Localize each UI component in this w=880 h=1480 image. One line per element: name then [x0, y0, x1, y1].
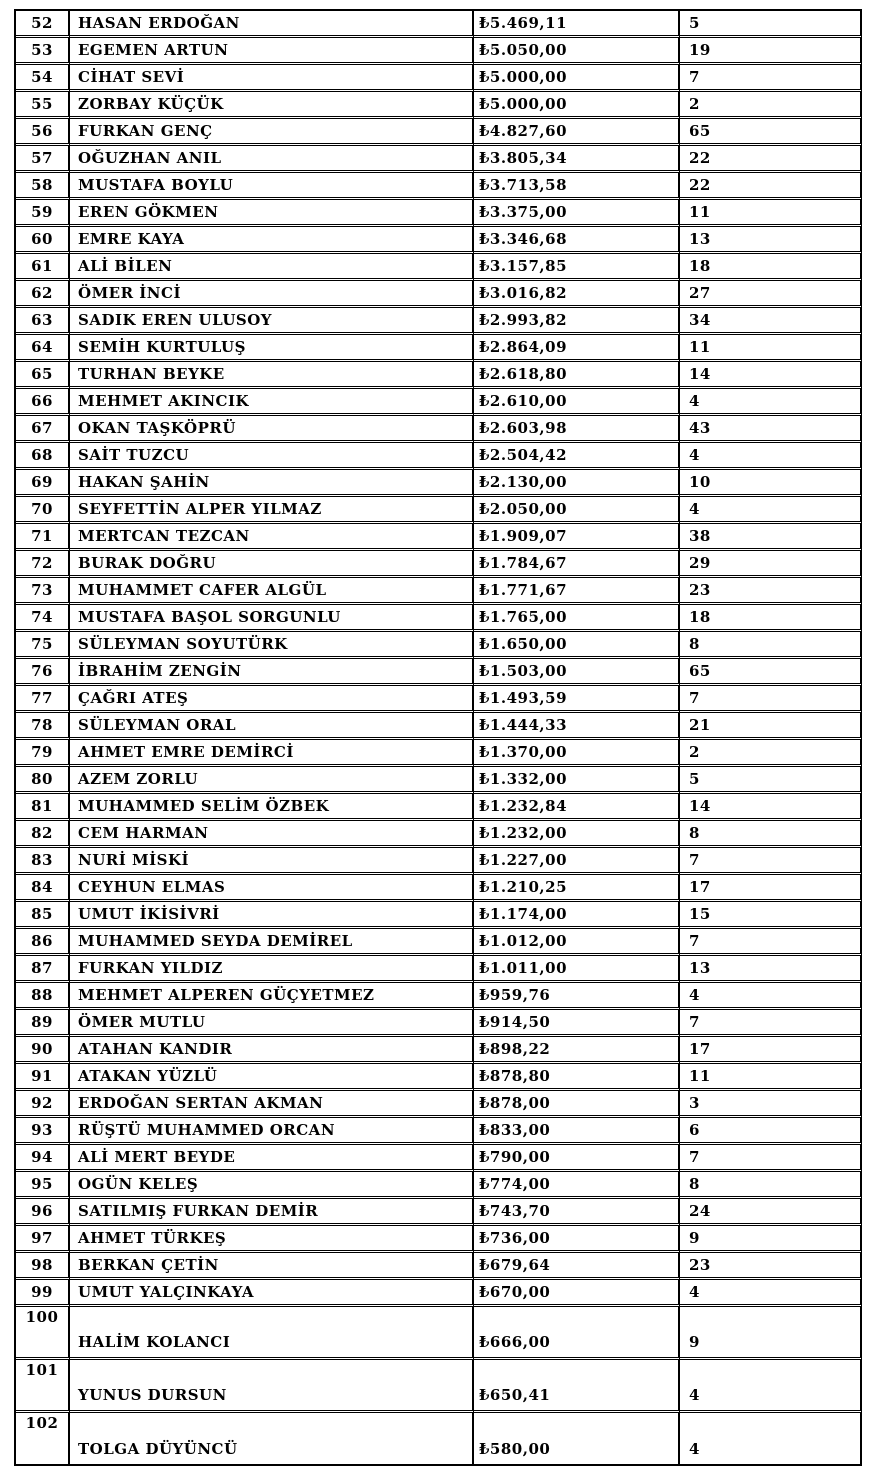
- name-cell: AZEM ZORLU: [70, 767, 474, 794]
- count-cell: 29: [680, 551, 862, 578]
- count-cell: 2: [680, 740, 862, 767]
- row-number-cell: 98: [16, 1253, 70, 1280]
- amount-cell: ₺1.232,00: [474, 821, 680, 848]
- count-cell: 18: [680, 254, 862, 281]
- table-row: [16, 65, 862, 92]
- count-cell: 27: [680, 281, 862, 308]
- table-row: [16, 1226, 862, 1253]
- name-cell: ÖMER MUTLU: [70, 1010, 474, 1037]
- amount-cell: ₺5.469,11: [474, 11, 680, 38]
- amount-cell: ₺878,80: [474, 1064, 680, 1091]
- count-cell: 10: [680, 470, 862, 497]
- name-cell: MUSTAFA BOYLU: [70, 173, 474, 200]
- count-cell: 23: [680, 1253, 862, 1280]
- table-row: [16, 200, 862, 227]
- table-row: [16, 443, 862, 470]
- amount-cell: ₺3.157,85: [474, 254, 680, 281]
- name-cell: NURİ MİSKİ: [70, 848, 474, 875]
- amount-cell: ₺3.375,00: [474, 200, 680, 227]
- count-cell: 9: [680, 1226, 862, 1253]
- row-number-cell: 84: [16, 875, 70, 902]
- table-row: [16, 1413, 862, 1466]
- table-row: [16, 1091, 862, 1118]
- row-number-cell: 66: [16, 389, 70, 416]
- amount-cell: ₺580,00: [474, 1413, 680, 1466]
- row-number-cell: 57: [16, 146, 70, 173]
- amount-cell: ₺1.771,67: [474, 578, 680, 605]
- row-number-cell: 72: [16, 551, 70, 578]
- row-number-cell: 68: [16, 443, 70, 470]
- count-cell: 8: [680, 632, 862, 659]
- name-cell: ATAHAN KANDIR: [70, 1037, 474, 1064]
- table-row: [16, 1145, 862, 1172]
- row-number-cell: 89: [16, 1010, 70, 1037]
- table-row: [16, 659, 862, 686]
- amount-cell: ₺2.130,00: [474, 470, 680, 497]
- count-cell: 13: [680, 956, 862, 983]
- count-cell: 14: [680, 362, 862, 389]
- name-cell: SEYFETTİN ALPER YILMAZ: [70, 497, 474, 524]
- count-cell: 65: [680, 659, 862, 686]
- amount-cell: ₺5.000,00: [474, 65, 680, 92]
- amount-cell: ₺1.332,00: [474, 767, 680, 794]
- table-row: [16, 1064, 862, 1091]
- row-number-cell: 91: [16, 1064, 70, 1091]
- amount-cell: ₺4.827,60: [474, 119, 680, 146]
- table-body: [16, 11, 862, 1466]
- name-cell: HALİM KOLANCI: [70, 1307, 474, 1360]
- count-cell: 7: [680, 848, 862, 875]
- count-cell: 13: [680, 227, 862, 254]
- name-cell: ÖMER İNCİ: [70, 281, 474, 308]
- amount-cell: ₺743,70: [474, 1199, 680, 1226]
- amount-cell: ₺1.232,84: [474, 794, 680, 821]
- table-row: [16, 767, 862, 794]
- name-cell: FURKAN GENÇ: [70, 119, 474, 146]
- amount-cell: ₺833,00: [474, 1118, 680, 1145]
- name-cell: OGÜN KELEŞ: [70, 1172, 474, 1199]
- name-cell: MUHAMMED SEYDA DEMİREL: [70, 929, 474, 956]
- amount-cell: ₺1.210,25: [474, 875, 680, 902]
- row-number-cell: 95: [16, 1172, 70, 1199]
- amount-cell: ₺2.050,00: [474, 497, 680, 524]
- table-row: [16, 173, 862, 200]
- row-number-cell: 90: [16, 1037, 70, 1064]
- name-cell: BERKAN ÇETİN: [70, 1253, 474, 1280]
- count-cell: 17: [680, 1037, 862, 1064]
- count-cell: 9: [680, 1307, 862, 1360]
- amount-cell: ₺1.650,00: [474, 632, 680, 659]
- count-cell: 7: [680, 1010, 862, 1037]
- table-row: [16, 1172, 862, 1199]
- name-cell: EREN GÖKMEN: [70, 200, 474, 227]
- count-cell: 6: [680, 1118, 862, 1145]
- row-number-cell: 61: [16, 254, 70, 281]
- count-cell: 5: [680, 767, 862, 794]
- row-number-cell: 76: [16, 659, 70, 686]
- row-number-cell: 78: [16, 713, 70, 740]
- table-row: [16, 362, 862, 389]
- name-cell: MERTCAN TEZCAN: [70, 524, 474, 551]
- name-cell: HAKAN ŞAHİN: [70, 470, 474, 497]
- row-number-cell: 58: [16, 173, 70, 200]
- amount-cell: ₺1.370,00: [474, 740, 680, 767]
- table-row: [16, 92, 862, 119]
- count-cell: 8: [680, 821, 862, 848]
- table-row: [16, 956, 862, 983]
- name-cell: TURHAN BEYKE: [70, 362, 474, 389]
- name-cell: SÜLEYMAN ORAL: [70, 713, 474, 740]
- table-row: [16, 848, 862, 875]
- count-cell: 21: [680, 713, 862, 740]
- row-number-cell: 71: [16, 524, 70, 551]
- count-cell: 4: [680, 497, 862, 524]
- table-row: [16, 11, 862, 38]
- name-cell: ÇAĞRI ATEŞ: [70, 686, 474, 713]
- row-number-cell: 97: [16, 1226, 70, 1253]
- count-cell: 34: [680, 308, 862, 335]
- name-cell: EGEMEN ARTUN: [70, 38, 474, 65]
- row-number-cell: 93: [16, 1118, 70, 1145]
- table-row: [16, 281, 862, 308]
- amount-cell: ₺1.909,07: [474, 524, 680, 551]
- amount-cell: ₺3.016,82: [474, 281, 680, 308]
- name-cell: CEYHUN ELMAS: [70, 875, 474, 902]
- count-cell: 7: [680, 929, 862, 956]
- amount-cell: ₺1.011,00: [474, 956, 680, 983]
- amount-cell: ₺774,00: [474, 1172, 680, 1199]
- table-row: [16, 1199, 862, 1226]
- count-cell: 18: [680, 605, 862, 632]
- amount-cell: ₺3.713,58: [474, 173, 680, 200]
- count-cell: 11: [680, 335, 862, 362]
- name-cell: EMRE KAYA: [70, 227, 474, 254]
- count-cell: 11: [680, 1064, 862, 1091]
- name-cell: MUHAMMET CAFER ALGÜL: [70, 578, 474, 605]
- count-cell: 8: [680, 1172, 862, 1199]
- name-cell: AHMET EMRE DEMİRCİ: [70, 740, 474, 767]
- name-cell: ZORBAY KÜÇÜK: [70, 92, 474, 119]
- table-row: [16, 605, 862, 632]
- amount-cell: ₺2.504,42: [474, 443, 680, 470]
- table-row: [16, 929, 862, 956]
- count-cell: 65: [680, 119, 862, 146]
- name-cell: ATAKAN YÜZLÜ: [70, 1064, 474, 1091]
- row-number-cell: 53: [16, 38, 70, 65]
- row-number-cell: 88: [16, 983, 70, 1010]
- row-number-cell: 100: [16, 1307, 70, 1360]
- row-number-cell: 69: [16, 470, 70, 497]
- table-row: [16, 335, 862, 362]
- name-cell: OĞUZHAN ANIL: [70, 146, 474, 173]
- name-cell: SÜLEYMAN SOYUTÜRK: [70, 632, 474, 659]
- count-cell: 24: [680, 1199, 862, 1226]
- table-row: [16, 1280, 862, 1307]
- table-row: [16, 551, 862, 578]
- name-cell: RÜŞTÜ MUHAMMED ORCAN: [70, 1118, 474, 1145]
- amount-cell: ₺1.765,00: [474, 605, 680, 632]
- table-row: [16, 38, 862, 65]
- amount-cell: ₺790,00: [474, 1145, 680, 1172]
- name-cell: ALİ BİLEN: [70, 254, 474, 281]
- amount-cell: ₺3.346,68: [474, 227, 680, 254]
- amount-cell: ₺650,41: [474, 1360, 680, 1413]
- amount-cell: ₺2.618,80: [474, 362, 680, 389]
- count-cell: 5: [680, 11, 862, 38]
- name-cell: SATILMIŞ FURKAN DEMİR: [70, 1199, 474, 1226]
- name-cell: SADIK EREN ULUSOY: [70, 308, 474, 335]
- count-cell: 38: [680, 524, 862, 551]
- table-row: [16, 983, 862, 1010]
- name-cell: İBRAHİM ZENGİN: [70, 659, 474, 686]
- row-number-cell: 87: [16, 956, 70, 983]
- row-number-cell: 56: [16, 119, 70, 146]
- amount-cell: ₺679,64: [474, 1253, 680, 1280]
- name-cell: YUNUS DURSUN: [70, 1360, 474, 1413]
- amount-cell: ₺5.000,00: [474, 92, 680, 119]
- count-cell: 7: [680, 686, 862, 713]
- row-number-cell: 101: [16, 1360, 70, 1413]
- name-cell: SAİT TUZCU: [70, 443, 474, 470]
- table-row: [16, 308, 862, 335]
- count-cell: 4: [680, 983, 862, 1010]
- table-row: [16, 1118, 862, 1145]
- table-row: [16, 1037, 862, 1064]
- amount-cell: ₺959,76: [474, 983, 680, 1010]
- row-number-cell: 70: [16, 497, 70, 524]
- amount-cell: ₺898,22: [474, 1037, 680, 1064]
- table-row: [16, 227, 862, 254]
- row-number-cell: 80: [16, 767, 70, 794]
- count-cell: 19: [680, 38, 862, 65]
- table-row: [16, 497, 862, 524]
- name-cell: UMUT İKİSİVRİ: [70, 902, 474, 929]
- table-row: [16, 524, 862, 551]
- amount-cell: ₺670,00: [474, 1280, 680, 1307]
- row-number-cell: 59: [16, 200, 70, 227]
- name-cell: MUHAMMED SELİM ÖZBEK: [70, 794, 474, 821]
- name-cell: AHMET TÜRKEŞ: [70, 1226, 474, 1253]
- amount-cell: ₺1.227,00: [474, 848, 680, 875]
- row-number-cell: 67: [16, 416, 70, 443]
- table-row: [16, 902, 862, 929]
- row-number-cell: 102: [16, 1413, 70, 1466]
- name-cell: SEMİH KURTULUŞ: [70, 335, 474, 362]
- table-row: [16, 254, 862, 281]
- count-cell: 4: [680, 1413, 862, 1466]
- name-cell: MEHMET AKINCIK: [70, 389, 474, 416]
- row-number-cell: 65: [16, 362, 70, 389]
- amount-cell: ₺2.864,09: [474, 335, 680, 362]
- amount-cell: ₺2.610,00: [474, 389, 680, 416]
- table-row: [16, 1360, 862, 1413]
- table-row: [16, 794, 862, 821]
- row-number-cell: 82: [16, 821, 70, 848]
- count-cell: 2: [680, 92, 862, 119]
- table-row: [16, 713, 862, 740]
- name-cell: HASAN ERDOĞAN: [70, 11, 474, 38]
- table-row: [16, 686, 862, 713]
- name-cell: ERDOĞAN SERTAN AKMAN: [70, 1091, 474, 1118]
- row-number-cell: 63: [16, 308, 70, 335]
- table-row: [16, 1307, 862, 1360]
- name-cell: FURKAN YILDIZ: [70, 956, 474, 983]
- name-cell: BURAK DOĞRU: [70, 551, 474, 578]
- table-row: [16, 1010, 862, 1037]
- table-row: [16, 1253, 862, 1280]
- count-cell: 22: [680, 146, 862, 173]
- row-number-cell: 52: [16, 11, 70, 38]
- row-number-cell: 54: [16, 65, 70, 92]
- row-number-cell: 86: [16, 929, 70, 956]
- count-cell: 7: [680, 1145, 862, 1172]
- row-number-cell: 77: [16, 686, 70, 713]
- amount-cell: ₺3.805,34: [474, 146, 680, 173]
- count-cell: 17: [680, 875, 862, 902]
- table-row: [16, 470, 862, 497]
- amount-cell: ₺736,00: [474, 1226, 680, 1253]
- table-row: [16, 389, 862, 416]
- count-cell: 11: [680, 200, 862, 227]
- row-number-cell: 60: [16, 227, 70, 254]
- table-row: [16, 578, 862, 605]
- row-number-cell: 75: [16, 632, 70, 659]
- amount-cell: ₺2.603,98: [474, 416, 680, 443]
- amount-cell: ₺666,00: [474, 1307, 680, 1360]
- row-number-cell: 73: [16, 578, 70, 605]
- row-number-cell: 94: [16, 1145, 70, 1172]
- row-number-cell: 99: [16, 1280, 70, 1307]
- count-cell: 14: [680, 794, 862, 821]
- ranking-table: [14, 9, 862, 1466]
- count-cell: 4: [680, 1280, 862, 1307]
- row-number-cell: 81: [16, 794, 70, 821]
- name-cell: CİHAT SEVİ: [70, 65, 474, 92]
- count-cell: 4: [680, 1360, 862, 1413]
- amount-cell: ₺1.784,67: [474, 551, 680, 578]
- count-cell: 4: [680, 443, 862, 470]
- table-row: [16, 821, 862, 848]
- amount-cell: ₺2.993,82: [474, 308, 680, 335]
- amount-cell: ₺1.493,59: [474, 686, 680, 713]
- name-cell: ALİ MERT BEYDE: [70, 1145, 474, 1172]
- row-number-cell: 62: [16, 281, 70, 308]
- row-number-cell: 79: [16, 740, 70, 767]
- count-cell: 4: [680, 389, 862, 416]
- name-cell: MUSTAFA BAŞOL SORGUNLU: [70, 605, 474, 632]
- row-number-cell: 74: [16, 605, 70, 632]
- count-cell: 15: [680, 902, 862, 929]
- name-cell: TOLGA DÜYÜNCÜ: [70, 1413, 474, 1466]
- name-cell: UMUT YALÇINKAYA: [70, 1280, 474, 1307]
- row-number-cell: 55: [16, 92, 70, 119]
- name-cell: MEHMET ALPEREN GÜÇYETMEZ: [70, 983, 474, 1010]
- name-cell: CEM HARMAN: [70, 821, 474, 848]
- amount-cell: ₺878,00: [474, 1091, 680, 1118]
- name-cell: OKAN TAŞKÖPRÜ: [70, 416, 474, 443]
- table-row: [16, 416, 862, 443]
- count-cell: 23: [680, 578, 862, 605]
- row-number-cell: 96: [16, 1199, 70, 1226]
- row-number-cell: 83: [16, 848, 70, 875]
- count-cell: 22: [680, 173, 862, 200]
- table-row: [16, 119, 862, 146]
- table-row: [16, 632, 862, 659]
- row-number-cell: 64: [16, 335, 70, 362]
- row-number-cell: 85: [16, 902, 70, 929]
- count-cell: 43: [680, 416, 862, 443]
- row-number-cell: 92: [16, 1091, 70, 1118]
- amount-cell: ₺1.174,00: [474, 902, 680, 929]
- amount-cell: ₺1.444,33: [474, 713, 680, 740]
- amount-cell: ₺1.012,00: [474, 929, 680, 956]
- table-row: [16, 740, 862, 767]
- count-cell: 3: [680, 1091, 862, 1118]
- table-row: [16, 146, 862, 173]
- amount-cell: ₺1.503,00: [474, 659, 680, 686]
- count-cell: 7: [680, 65, 862, 92]
- amount-cell: ₺914,50: [474, 1010, 680, 1037]
- amount-cell: ₺5.050,00: [474, 38, 680, 65]
- table-row: [16, 875, 862, 902]
